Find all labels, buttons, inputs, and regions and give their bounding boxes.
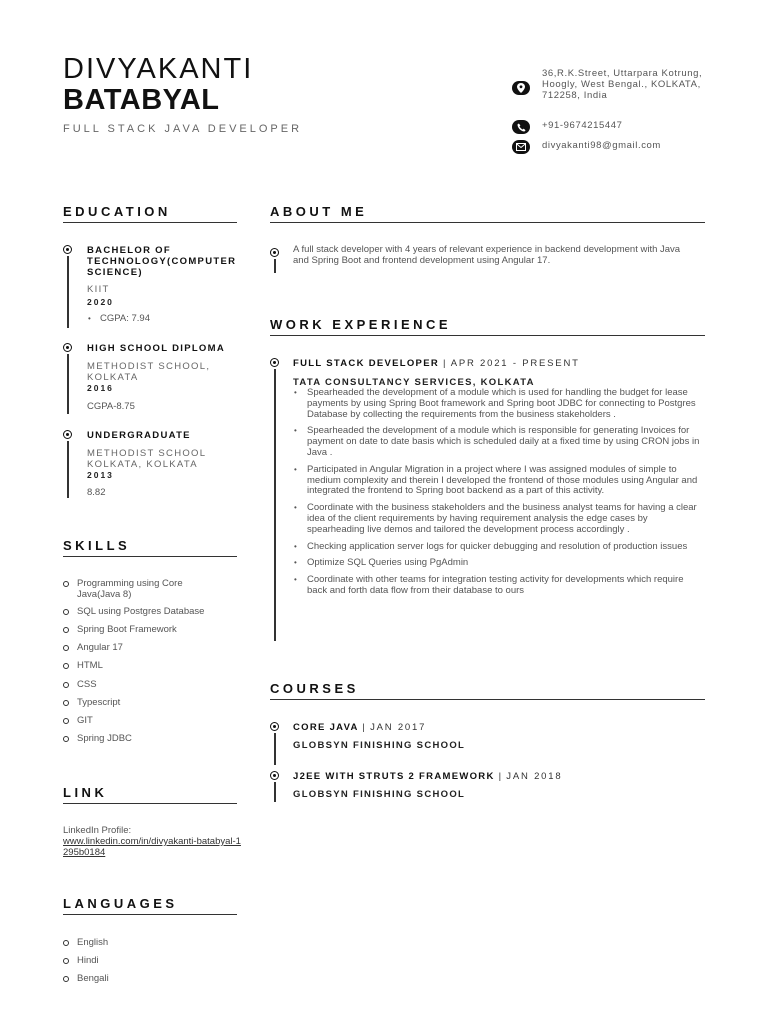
responsibility-item: • Checking application server logs for quicker debugging and resolution of production issues <box>293 542 703 553</box>
course-school: GLOBSYN FINISHING SCHOOL <box>293 789 466 800</box>
course-school: GLOBSYN FINISHING SCHOOL <box>293 740 466 751</box>
course-header <box>293 771 562 782</box>
responsibility-item: • Spearheaded the development of a module which is responsible for generating Invoices for payment on date to date basis which is scheduled daily at a fixed time by using CRON jobs in Java . <box>293 426 703 458</box>
work-divider <box>270 335 705 336</box>
skill-bullet-icon <box>63 609 69 615</box>
education-divider <box>63 222 237 223</box>
language-item: Bengali <box>77 973 109 984</box>
education-degree: HIGH SCHOOL DIPLOMA <box>87 343 225 354</box>
skill-bullet-icon <box>63 718 69 724</box>
job-company: TATA CONSULTANCY SERVICES, KOLKATA <box>293 377 535 388</box>
job-dates: APR 2021 - PRESENT <box>450 358 580 369</box>
timeline-line <box>274 733 276 765</box>
first-name: DIVYAKANTI <box>63 53 254 85</box>
course-date: JAN 2017 <box>370 722 427 733</box>
job-responsibilities <box>293 388 703 603</box>
link-label: LinkedIn Profile: <box>63 825 132 836</box>
education-year: 2020 <box>87 297 114 307</box>
language-item: Hindi <box>77 955 99 966</box>
skill-item: Angular 17 <box>77 642 123 653</box>
education-degree: BACHELOR OF TECHNOLOGY(COMPUTER SCIENCE) <box>87 245 237 278</box>
contact-address <box>512 68 707 101</box>
linkedin-url[interactable]: www.linkedin.com/in/divyakanti-batabyal-1295b0184 <box>63 836 241 858</box>
education-year: 2016 <box>87 383 114 393</box>
job-header <box>293 358 580 369</box>
course-name: J2EE WITH STRUTS 2 FRAMEWORK <box>293 771 495 782</box>
education-degree: UNDERGRADUATE <box>87 430 191 441</box>
link-divider <box>63 803 237 804</box>
education-note: CGPA-8.75 <box>87 401 135 412</box>
course-header <box>293 722 426 733</box>
education-year: 2013 <box>87 470 114 480</box>
timeline-dot-icon <box>63 245 72 254</box>
skills-divider <box>63 556 237 557</box>
responsibility-item: • Coordinate with other teams for integration testing activity for developments which require back and forth data flow from their database to ours <box>293 575 703 597</box>
education-school: METHODIST SCHOOL KOLKATA, KOLKATA <box>87 448 206 470</box>
timeline-line <box>274 782 276 802</box>
skill-item: Programming using Core Java(Java 8) <box>77 578 183 600</box>
skill-bullet-icon <box>63 627 69 633</box>
timeline-line <box>274 259 276 273</box>
work-heading: WORK EXPERIENCE <box>270 317 452 332</box>
about-divider <box>270 222 705 223</box>
timeline-dot-icon <box>63 430 72 439</box>
timeline-dot-icon <box>63 343 72 352</box>
education-school: METHODIST SCHOOL, KOLKATA <box>87 361 211 383</box>
skill-item: Spring Boot Framework <box>77 624 177 635</box>
skills-heading: SKILLS <box>63 538 131 553</box>
skill-item: Typescript <box>77 697 121 708</box>
skill-bullet-icon <box>63 682 69 688</box>
skill-bullet-icon <box>63 700 69 706</box>
skill-item: Spring JDBC <box>77 733 132 744</box>
contact-phone <box>512 120 707 134</box>
education-note: CGPA: 7.94 <box>100 313 150 324</box>
languages-heading: LANGUAGES <box>63 896 178 911</box>
responsibility-item: • Participated in Angular Migration in a project where I was assigned modules of simple to medium complexity and therein I developed the frontend of those modules using Angular and integrated the frontend to Spring boot backend as a part of this activity. <box>293 465 703 497</box>
job-role: FULL STACK JAVA DEVELOPER <box>63 123 303 135</box>
phone-icon <box>512 120 530 134</box>
responsibility-item: • Optimize SQL Queries using PgAdmin <box>293 558 703 569</box>
skill-item: HTML <box>77 660 103 671</box>
courses-heading: COURSES <box>270 681 359 696</box>
timeline-line <box>67 256 69 328</box>
education-school: KIIT <box>87 284 110 295</box>
timeline-dot-icon <box>270 722 279 731</box>
timeline-line <box>274 369 276 641</box>
bullet-icon: • <box>88 314 91 323</box>
responsibility-item: • Spearheaded the development of a module which is used for handling the budget for lease payments by using Spring Boot framework and Spring boot JDBC for connecting to Postgres Database by collecting the requirements from the business stakeholders . <box>293 388 703 420</box>
timeline-dot-icon <box>270 248 279 257</box>
location-pin-icon <box>512 81 530 95</box>
email-icon <box>512 140 530 154</box>
linkedin-link[interactable] <box>63 836 241 858</box>
language-item: English <box>77 937 109 948</box>
last-name: BATABYAL <box>63 84 220 116</box>
contact-email <box>512 140 707 154</box>
education-note: 8.82 <box>87 487 106 498</box>
course-separator: | <box>362 722 367 733</box>
skill-bullet-icon <box>63 736 69 742</box>
language-bullet-icon <box>63 976 69 982</box>
about-heading: ABOUT ME <box>270 204 368 219</box>
job-title: FULL STACK DEVELOPER <box>293 358 439 369</box>
about-text: A full stack developer with 4 years of relevant experience in backend development with Java and Spring Boot and frontend development using Angular 17. <box>293 244 681 266</box>
email-text: divyakanti98@gmail.com <box>542 140 661 151</box>
skill-bullet-icon <box>63 663 69 669</box>
languages-divider <box>63 914 237 915</box>
language-bullet-icon <box>63 958 69 964</box>
timeline-dot-icon <box>270 771 279 780</box>
language-bullet-icon <box>63 940 69 946</box>
course-date: JAN 2018 <box>506 771 563 782</box>
skill-item: CSS <box>77 679 97 690</box>
skill-item: GIT <box>77 715 93 726</box>
address-text: 36,R.K.Street, Uttarpara Kotrung, Hoogly, West Bengal., KOLKATA, 712258, India <box>542 68 703 101</box>
timeline-dot-icon <box>270 358 279 367</box>
skill-bullet-icon <box>63 645 69 651</box>
skill-bullet-icon <box>63 581 69 587</box>
responsibility-item: • Coordinate with the business stakeholders and the business analyst teams for having a clear idea of the client requirements by having requirement analysis the edge cases by spearheading live demos and tailored the development process accordingly . <box>293 503 703 535</box>
skill-item: SQL using Postgres Database <box>77 606 205 617</box>
timeline-line <box>67 354 69 414</box>
courses-divider <box>270 699 705 700</box>
course-separator: | <box>498 771 503 782</box>
link-heading: LINK <box>63 785 108 800</box>
phone-text: +91-9674215447 <box>542 120 623 131</box>
course-name: CORE JAVA <box>293 722 359 733</box>
education-heading: EDUCATION <box>63 204 171 219</box>
timeline-line <box>67 441 69 498</box>
job-separator: | <box>442 358 447 369</box>
